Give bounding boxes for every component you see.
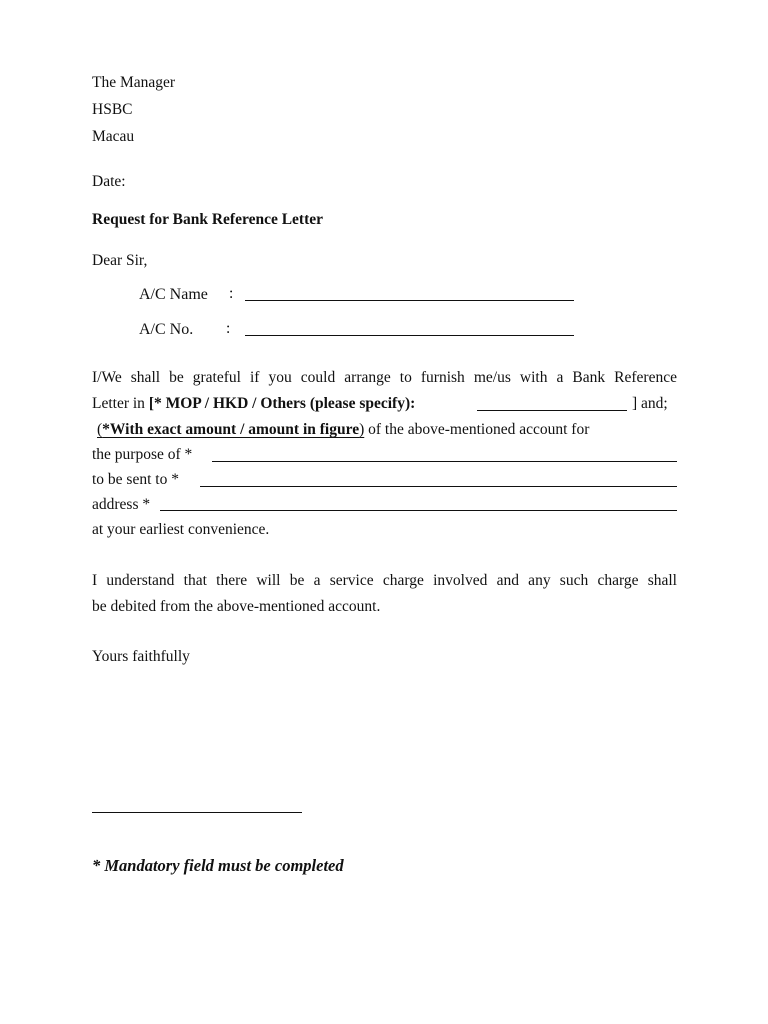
- request-line-2-text: Letter in: [92, 395, 149, 412]
- date-label: Date:: [92, 173, 126, 190]
- recipient-city: Macau: [92, 128, 135, 145]
- sent-to-label: to be sent to *: [92, 471, 179, 488]
- request-line-3-rest: of the above-mentioned account for: [364, 421, 590, 438]
- service-charge-line-2: be debited from the above-mentioned account.: [92, 598, 381, 615]
- request-line-1: I/We shall be grateful if you could arrange to furnish me/us with a Bank Reference: [92, 369, 677, 386]
- signature-field[interactable]: [92, 812, 302, 813]
- salutation: Dear Sir,: [92, 252, 148, 269]
- mandatory-footnote: * Mandatory field must be completed: [92, 856, 344, 875]
- request-line-2: [92, 394, 415, 414]
- letter-subject: Request for Bank Reference Letter: [92, 211, 324, 228]
- recipient-bank: HSBC: [92, 101, 133, 118]
- amount-option-group: (*With exact amount / amount in figure): [97, 421, 365, 438]
- currency-specify-field[interactable]: [477, 410, 627, 411]
- currency-options: [* MOP / HKD / Others: [148, 395, 310, 412]
- sign-off: Yours faithfully: [92, 648, 190, 665]
- account-name-field[interactable]: [245, 300, 574, 301]
- account-no-colon: :: [226, 320, 231, 337]
- address-label: address *: [92, 496, 151, 513]
- request-line-3: [97, 420, 589, 440]
- recipient-title: The Manager: [92, 74, 176, 91]
- purpose-field[interactable]: [212, 461, 677, 462]
- request-line-2-end: ] and;: [632, 395, 668, 412]
- please-specify-paren: (please specify: [309, 395, 405, 412]
- account-name-colon: :: [229, 285, 234, 302]
- account-no-label: A/C No.: [139, 321, 194, 338]
- address-field[interactable]: [160, 510, 677, 511]
- sent-to-field[interactable]: [200, 486, 677, 487]
- account-no-field[interactable]: [245, 335, 574, 336]
- purpose-label: the purpose of *: [92, 446, 193, 463]
- account-name-label: A/C Name: [139, 286, 208, 303]
- amount-option-label: *With exact amount / amount in figure: [102, 421, 360, 438]
- convenience-line: at your earliest convenience.: [92, 521, 270, 538]
- service-charge-line-1: I understand that there will be a service charge involved and any such charge shall: [92, 572, 677, 589]
- please-specify-close: ):: [404, 395, 416, 412]
